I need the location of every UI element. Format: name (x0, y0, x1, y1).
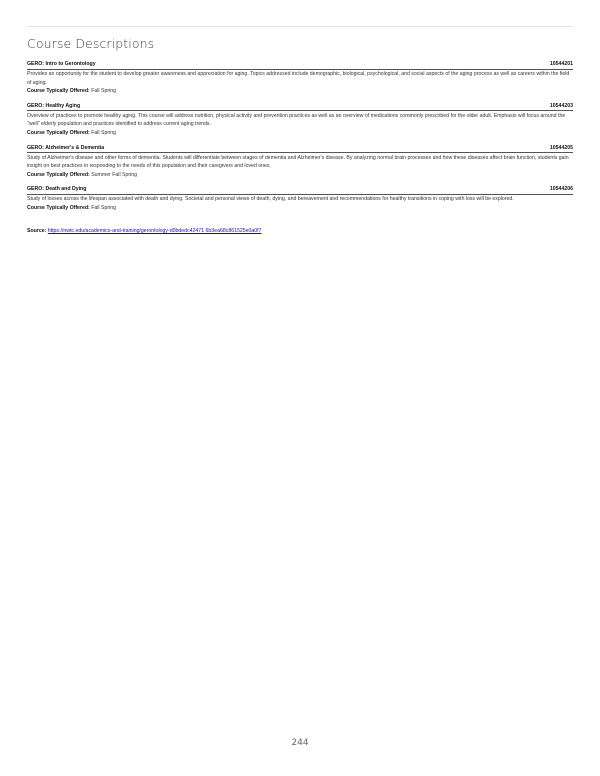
course-offered-value: Fall Spring (91, 204, 116, 211)
course-description: Study of Alzheimer's disease and other forms of dementia. Students will differentiate between stages of dementia and Alzheimer's disease. By analyzing normal brain processes and how these diseases affect brain function, students gain insight on best practices in responding to the needs of this population and their caregivers and loved ones. (27, 154, 569, 170)
course-entry (27, 186, 573, 212)
course-offered-value: Summer Fall Spring (91, 171, 138, 178)
course-offered-label: Course Typically Offered: (27, 129, 90, 136)
course-description: Study of losses across the lifespan associated with death and dying. Societal and personal views of death, dying, and bereavement and recommendations for healthy transitions in coping with loss will be explored. (27, 196, 514, 203)
page-number: 244 (291, 738, 309, 748)
course-offered-label: Course Typically Offered: (27, 88, 90, 95)
source-link[interactable]: https://nwtc.edu/academics-and-training/gerontology-d0bdedc42471 6b3ea68c861525e0a0f7 (47, 228, 262, 234)
course-entry (27, 103, 573, 138)
course-entry (27, 145, 573, 180)
course-offered (27, 204, 573, 213)
top-divider (27, 26, 573, 27)
source-label: Source: (27, 228, 47, 234)
course-code: 10544201 (549, 61, 573, 67)
course-code: 10544205 (549, 144, 573, 151)
course-title: GERO: Alzheimer's & Dementia (27, 144, 105, 151)
page-title: Course Descriptions (27, 36, 155, 51)
course-title: GERO: Intro to Gerontology (27, 61, 96, 67)
course-offered-label: Course Typically Offered: (27, 171, 90, 178)
course-list (27, 61, 573, 220)
course-header (27, 186, 573, 195)
course-offered (27, 87, 573, 96)
course-offered-value: Fall Spring (91, 88, 116, 95)
course-title: GERO: Death and Dying (27, 186, 87, 193)
course-entry (27, 61, 573, 96)
course-description: Provides an opportunity for the student to develop greater awareness and appreciation for aging. Topics addressed include demographic, biological, psychological, and social aspects of the aging process as well as careers within the field of aging. (27, 71, 570, 86)
course-description: Overview of practices to promote healthy aging. This course will address nutrition, physical activity and prevention practices as well as an overview of medications commonly prescribed for the older adult. Emphasis will focus around the "well" elderly population and practices identified to address current aging trends. (27, 112, 566, 128)
course-code: 10544206 (549, 186, 573, 193)
course-code: 10544203 (549, 102, 573, 109)
course-offered-value: Fall Spring (91, 129, 116, 136)
course-header (27, 61, 573, 70)
course-offered (27, 129, 573, 138)
course-header (27, 145, 573, 154)
course-header (27, 103, 573, 112)
course-title: GERO: Healthy Aging (27, 102, 81, 109)
course-offered (27, 171, 573, 180)
source-line (27, 228, 262, 234)
course-offered-label: Course Typically Offered: (27, 204, 90, 211)
